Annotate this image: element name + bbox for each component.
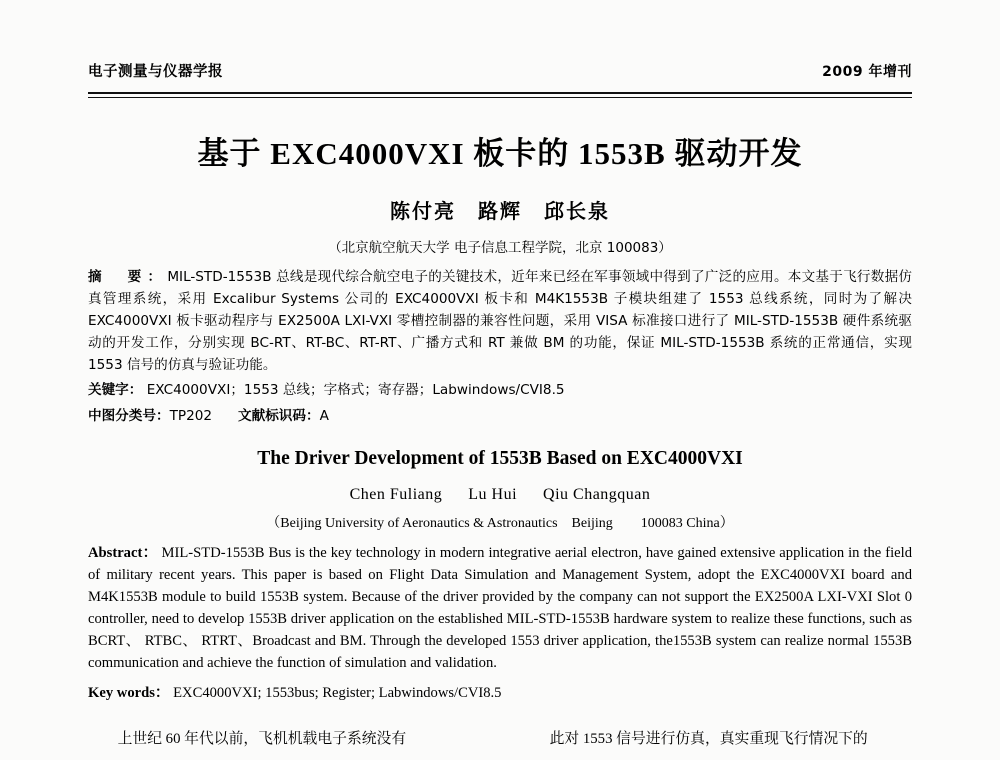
abstract-label-cn: 摘 要： bbox=[88, 269, 168, 285]
issue-label: 2009 年增刊 bbox=[822, 64, 912, 80]
keywords-text-cn: EXC4000VXI；1553 总线；字格式；寄存器；Labwindows/CVI8.5 bbox=[146, 382, 565, 399]
page-content bbox=[88, 60, 912, 751]
article-title-en: The Driver Development of 1553B Based on EXC4000VXI bbox=[257, 447, 743, 469]
doc-code-label-cn: 文献标识码： bbox=[238, 407, 320, 424]
clc-label-cn: 中图分类号： bbox=[88, 407, 170, 424]
authors-en bbox=[88, 486, 912, 504]
keywords-text-en: EXC4000VXI; 1553bus; Register; Labwindows/CVI8.5 bbox=[173, 684, 502, 701]
authors-cn: 陈付亮 路辉 邱长泉 bbox=[390, 201, 610, 223]
keywords-label-cn: 关键字： bbox=[88, 382, 143, 399]
author-en-2: Lu Hui bbox=[468, 485, 518, 503]
author-en-3: Qiu Changquan bbox=[543, 485, 651, 503]
abstract-text-cn: MIL-STD-1553B 总线是现代综合航空电子的关键技术，近年来已经在军事领域中得到了广泛的应用。本文基于飞行数据仿真管理系统，采用 Excalibur Systems 公司的 EXC4000VXI 板卡和 M4K1553B 子模块组建了 1553 总线系统，同时为了解决 EXC4000VXI 板卡驱动程序与 EX2500A LXI-VXI 零槽控制器的兼容性问题，采用 VISA 标准接口进行了 MIL-STD-1553B 硬件系统驱动的开发工作，分别实现 BC-RT、RT-BC、RT-RT、广播方式和 RT 兼做 BM 的功能，保证 MIL-STD-1553B 系统的正常通信，实现 1553 信号的仿真与验证功能。 bbox=[88, 269, 913, 374]
body-column-left bbox=[88, 728, 480, 752]
body-columns bbox=[88, 728, 912, 752]
abstract-text-en: MIL-STD-1553B Bus is the key technology in modern integrative aerial electron, have gained extensive application in the field of military recent years. This paper is based on Flight Data Simulation and Management System, adopt the EXC4000VXI board and M4K1553B module to build 1553B system. Because of the driver provided by the company can not support the EX2500A LXI-VXI Slot 0 controller, need to develop 1553B driver application on the established MIL-STD-1553B hardware system to realize these functions, such as BCRT、 RTBC、 RTRT、Broadcast and BM. Through the developed 1553 driver application, the1553B system can realize normal 1553B communication and achieve the function of simulation and validation. bbox=[88, 544, 912, 672]
affiliation-en: （Beijing University of Aeronautics & Astronautics Beijing 100083 China） bbox=[266, 515, 734, 531]
doc-code-value-cn: A bbox=[319, 407, 329, 424]
running-head bbox=[88, 60, 912, 85]
keywords-cn bbox=[88, 380, 912, 402]
abstract-cn bbox=[88, 266, 912, 376]
affiliation-cn: （北京航空航天大学 电子信息工程学院，北京 100083） bbox=[328, 240, 672, 256]
abstract-en bbox=[88, 542, 912, 675]
body-paragraph-right: 此对 1553 信号进行仿真，真实重现飞行情况下的 bbox=[549, 730, 868, 747]
keywords-en bbox=[88, 681, 912, 702]
body-column-right bbox=[520, 728, 912, 752]
abstract-label-en: Abstract： bbox=[88, 544, 158, 561]
clc-value-cn: TP202 bbox=[169, 407, 213, 424]
keywords-label-en: Key words： bbox=[88, 684, 170, 701]
header-rule bbox=[88, 92, 912, 98]
body-paragraph-left: 上世纪 60 年代以前，飞机机载电子系统没有 bbox=[117, 730, 407, 747]
journal-name: 电子测量与仪器学报 bbox=[88, 64, 223, 80]
author-en-1: Chen Fuliang bbox=[349, 485, 443, 503]
article-title-cn: 基于 EXC4000VXI 板卡的 1553B 驱动开发 bbox=[197, 136, 803, 171]
clc-line-cn bbox=[88, 406, 912, 428]
